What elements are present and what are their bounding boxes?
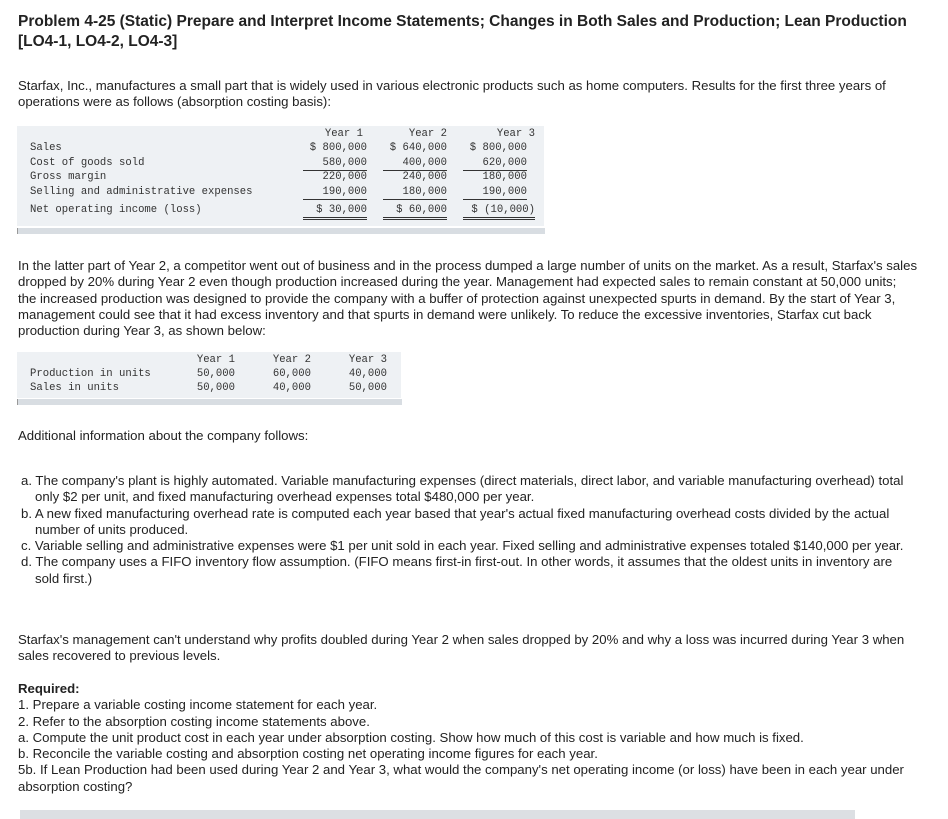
cell-cogs-y2: 400,000 <box>383 156 447 171</box>
row-label-selling-admin: Selling and administrative expenses <box>30 186 253 198</box>
header-year-2: Year 2 <box>408 128 447 140</box>
units-header-year-3: Year 3 <box>348 354 387 366</box>
units-sales-y2: 40,000 <box>272 382 311 394</box>
header-year-3: Year 3 <box>496 128 535 140</box>
required-item-5b: 5b. If Lean Production had been used during Year 2 and Year 3, what would the company's net operating income (or loss) have been in each year under absorption costing? <box>18 762 904 794</box>
units-production-y2: 60,000 <box>272 368 311 380</box>
info-item-a: a. The company's plant is highly automated. Variable manufacturing expenses (direct materials, direct labor, and variable manufacturing overhead) total only $2 per unit, and fixed manufacturing overhead expenses total $480,000 per year. <box>21 473 904 505</box>
required-section <box>18 681 918 795</box>
units-header-year-2: Year 2 <box>272 354 311 366</box>
required-item-2: 2. Refer to the absorption costing income statements above. <box>18 713 370 729</box>
cell-noi-y3: $ (10,000) <box>463 203 535 220</box>
income-statement-table <box>17 126 544 234</box>
cell-cogs-y3: 620,000 <box>463 156 527 171</box>
cell-sga-y1: 190,000 <box>303 185 367 200</box>
units-horizontal-scrollbar[interactable] <box>17 399 402 405</box>
row-label-sales: Sales <box>30 142 62 154</box>
cell-sga-y3: 190,000 <box>463 185 527 200</box>
row-label-net-operating-income: Net operating income (loss) <box>30 204 202 216</box>
units-sales-y1: 50,000 <box>196 382 235 394</box>
units-sales-y3: 50,000 <box>348 382 387 394</box>
units-header-year-1: Year 1 <box>196 354 235 366</box>
cell-sga-y2: 180,000 <box>383 185 447 200</box>
required-heading: Required: <box>18 681 80 696</box>
units-label-sales: Sales in units <box>30 382 120 394</box>
units-table <box>17 352 401 398</box>
horizontal-scrollbar[interactable] <box>17 228 545 234</box>
additional-info-heading: Additional information about the company follows: <box>18 428 309 443</box>
bottom-scrollbar[interactable] <box>20 810 855 819</box>
row-label-gross-margin: Gross margin <box>30 171 107 183</box>
problem-title: Problem 4-25 (Static) Prepare and Interpret Income Statements; Changes in Both Sales and Production; Lean Production [LO4-1, LO4-2, LO4-3] <box>18 13 907 50</box>
cell-gross-y1: 220,000 <box>322 171 367 183</box>
cell-sales-y1: $ 800,000 <box>309 142 367 154</box>
intro-paragraph: Starfax, Inc., manufactures a small part that is widely used in various electronic products such as home computers. Results for the first three years of operations were as follows (absorption costing basis): <box>18 78 886 110</box>
competitor-paragraph: In the latter part of Year 2, a competitor went out of business and in the process dumped a large number of units on the market. As a result, Starfax's sales dropped by 20% during Year 2 even though production increased during the year. Management had expected sales to remain constant at 50,000 units; the increased production was designed to provide the company with a buffer of protection against unexpected spurts in demand. By the start of Year 3, management could see that it had excess inventory and that spurts in demand were unlikely. To reduce the excessive inventories, Starfax cut back production during Year 3, as shown below: <box>18 258 918 339</box>
cell-gross-y2: 240,000 <box>402 171 447 183</box>
cell-sales-y2: $ 640,000 <box>389 142 447 154</box>
units-production-y3: 40,000 <box>348 368 387 380</box>
required-item-2b: b. Reconcile the variable costing and absorption costing net operating income figures for each year. <box>18 746 598 762</box>
required-item-2a: a. Compute the unit product cost in each year under absorption costing. Show how much of this cost is variable and how much is fixed. <box>18 729 804 745</box>
units-production-y1: 50,000 <box>196 368 235 380</box>
cell-cogs-y1: 580,000 <box>303 156 367 171</box>
cell-noi-y1: $ 30,000 <box>303 203 367 220</box>
info-item-c: c. Variable selling and administrative expenses were $1 per unit sold in each year. Fixed selling and administrative expenses totaled $140,000 per year. <box>21 538 904 554</box>
cell-gross-y3: 180,000 <box>482 171 527 183</box>
cell-sales-y3: $ 800,000 <box>469 142 527 154</box>
cell-noi-y2: $ 60,000 <box>383 203 447 220</box>
required-item-1: 1. Prepare a variable costing income statement for each year. <box>18 697 378 713</box>
info-item-d: d. The company uses a FIFO inventory flow assumption. (FIFO means first-in first-out. In other words, it assumes that the oldest units in inventory are sold first.) <box>21 554 893 586</box>
units-label-production: Production in units <box>30 368 151 380</box>
management-paragraph: Starfax's management can't understand why profits doubled during Year 2 when sales dropped by 20% and why a loss was incurred during Year 3 when sales recovered to previous levels. <box>18 632 905 664</box>
info-item-b: b. A new fixed manufacturing overhead rate is computed each year based that year's actual fixed manufacturing overhead costs divided by the actual number of units produced. <box>21 505 890 537</box>
header-year-1: Year 1 <box>324 128 363 140</box>
row-label-cogs: Cost of goods sold <box>30 157 145 169</box>
info-list <box>18 473 918 587</box>
